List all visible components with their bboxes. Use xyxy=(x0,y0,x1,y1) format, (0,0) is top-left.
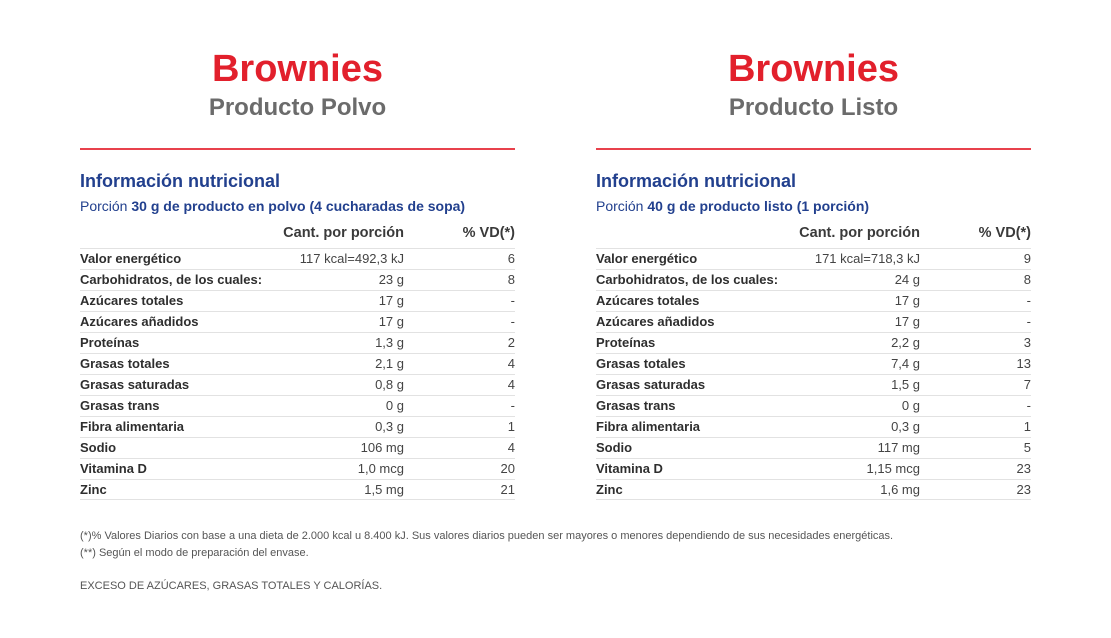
table-row xyxy=(596,374,1031,395)
nutrient-amount: 0,8 g xyxy=(375,377,404,392)
table-row xyxy=(596,311,1031,332)
portion-size: 40 g de producto listo (1 porción) xyxy=(647,198,870,214)
nutrient-vd: 21 xyxy=(500,482,515,497)
nutrition-info-title: Información nutricional xyxy=(80,171,281,191)
nutrient-name: Carbohidratos, de los cuales: xyxy=(80,272,263,287)
column-header-vd: % VD(*) xyxy=(978,225,1031,241)
nutrient-amount: 1,5 g xyxy=(891,377,920,392)
table-row xyxy=(596,353,1031,374)
table-row xyxy=(80,290,515,311)
nutrient-vd: 6 xyxy=(507,251,515,266)
nutrient-vd: - xyxy=(1026,398,1031,413)
nutrient-name: Vitamina D xyxy=(80,461,147,476)
nutrient-vd: 5 xyxy=(1023,440,1031,455)
nutrient-amount: 17 g xyxy=(894,293,920,308)
nutrient-name: Grasas totales xyxy=(596,356,686,371)
nutrient-name: Zinc xyxy=(596,482,623,497)
nutrient-name: Grasas trans xyxy=(80,398,160,413)
nutrient-name: Grasas totales xyxy=(80,356,170,371)
nutrient-name: Proteínas xyxy=(596,335,656,350)
nutrient-name: Fibra alimentaria xyxy=(80,419,185,434)
table-row xyxy=(80,353,515,374)
nutrient-name: Valor energético xyxy=(596,251,698,266)
nutrient-vd: - xyxy=(510,314,515,329)
nutrient-amount: 2,1 g xyxy=(375,356,404,371)
nutrient-vd: - xyxy=(510,293,515,308)
nutrient-name: Sodio xyxy=(80,440,117,455)
nutrient-vd: - xyxy=(1026,314,1031,329)
nutrition-table xyxy=(80,248,515,500)
nutrient-name: Proteínas xyxy=(80,335,140,350)
nutrient-amount: 23 g xyxy=(378,272,404,287)
nutrient-vd: 3 xyxy=(1023,335,1031,350)
table-row xyxy=(596,437,1031,458)
nutrient-name: Grasas saturadas xyxy=(80,377,190,392)
nutrient-amount: 17 g xyxy=(378,314,404,329)
table-row xyxy=(80,269,515,290)
nutrient-vd: 4 xyxy=(507,377,515,392)
nutrient-amount: 0 g xyxy=(385,398,404,413)
nutrient-amount: 171 kcal=718,3 kJ xyxy=(814,251,920,266)
nutrient-vd: 23 xyxy=(1016,461,1031,476)
nutrition-info-title: Información nutricional xyxy=(596,171,797,191)
table-row xyxy=(596,395,1031,416)
nutrient-name: Carbohidratos, de los cuales: xyxy=(596,272,779,287)
portion-size: 30 g de producto en polvo (4 cucharadas de sopa) xyxy=(131,198,466,214)
nutrient-amount: 0,3 g xyxy=(375,419,404,434)
table-row xyxy=(80,311,515,332)
nutrient-amount: 106 mg xyxy=(360,440,404,455)
nutrient-vd: 23 xyxy=(1016,482,1031,497)
column-header-vd: % VD(*) xyxy=(462,225,515,241)
nutrient-vd: - xyxy=(1026,293,1031,308)
nutrient-vd: 2 xyxy=(507,335,515,350)
table-row xyxy=(596,416,1031,437)
nutrient-amount: 2,2 g xyxy=(891,335,920,350)
table-row xyxy=(596,458,1031,479)
nutrient-name: Azúcares añadidos xyxy=(596,314,715,329)
nutrient-name: Valor energético xyxy=(80,251,182,266)
nutrient-amount: 1,6 mg xyxy=(880,482,920,497)
nutrient-amount: 0,3 g xyxy=(891,419,920,434)
nutrient-amount: 17 g xyxy=(894,314,920,329)
table-row xyxy=(596,248,1031,269)
nutrient-name: Azúcares totales xyxy=(80,293,184,308)
table-row xyxy=(80,416,515,437)
table-row xyxy=(80,395,515,416)
product-title: Brownies xyxy=(727,48,900,90)
nutrient-amount: 17 g xyxy=(378,293,404,308)
nutrient-name: Fibra alimentaria xyxy=(596,419,701,434)
table-row xyxy=(80,374,515,395)
nutrient-vd: 7 xyxy=(1023,377,1031,392)
nutrient-vd: 8 xyxy=(507,272,515,287)
nutrient-amount: 117 kcal=492,3 kJ xyxy=(299,251,404,266)
nutrient-name: Grasas trans xyxy=(596,398,676,413)
nutrient-vd: 8 xyxy=(1023,272,1031,287)
table-row xyxy=(596,479,1031,500)
nutrient-amount: 1,5 mg xyxy=(364,482,404,497)
title-divider xyxy=(596,148,1031,150)
nutrient-amount: 1,3 g xyxy=(375,335,404,350)
table-row xyxy=(596,332,1031,353)
nutrient-amount: 117 mg xyxy=(877,440,920,455)
nutrient-name: Grasas saturadas xyxy=(596,377,706,392)
column-header-amount: Cant. por porción xyxy=(799,225,920,241)
portion-description xyxy=(596,197,869,215)
nutrient-name: Sodio xyxy=(596,440,633,455)
table-row xyxy=(80,248,515,269)
nutrient-name: Vitamina D xyxy=(596,461,663,476)
portion-prefix: Porción xyxy=(80,198,132,214)
nutrient-amount: 24 g xyxy=(894,272,920,287)
title-divider xyxy=(80,148,515,150)
excess-warning: EXCESO DE AZÚCARES, GRASAS TOTALES Y CALORÍAS. xyxy=(80,580,383,592)
product-subtitle: Producto Polvo xyxy=(208,94,387,121)
nutrient-amount: 7,4 g xyxy=(891,356,920,371)
footnote-preparation: (**) Según el modo de preparación del envase. xyxy=(80,547,309,559)
nutrient-amount: 1,0 mcg xyxy=(357,461,404,476)
table-row xyxy=(80,458,515,479)
footnote-daily-values: (*)% Valores Diarios con base a una dieta de 2.000 kcal u 8.400 kJ. Sus valores diarios pueden ser mayores o menores dependiendo de sus necesidades energéticas. xyxy=(80,530,894,542)
table-row xyxy=(596,290,1031,311)
nutrient-amount: 1,15 mcg xyxy=(866,461,920,476)
product-subtitle: Producto Listo xyxy=(728,94,899,121)
nutrient-vd: 9 xyxy=(1023,251,1031,266)
nutrient-vd: - xyxy=(510,398,515,413)
table-row xyxy=(80,332,515,353)
nutrient-vd: 13 xyxy=(1016,356,1031,371)
product-title: Brownies xyxy=(211,48,384,90)
nutrient-vd: 20 xyxy=(500,461,515,476)
table-row xyxy=(596,269,1031,290)
nutrient-amount: 0 g xyxy=(901,398,920,413)
column-header-amount: Cant. por porción xyxy=(283,225,404,241)
portion-description xyxy=(80,197,465,215)
nutrient-name: Zinc xyxy=(80,482,107,497)
portion-prefix: Porción xyxy=(596,198,648,214)
nutrient-name: Azúcares totales xyxy=(596,293,700,308)
table-row xyxy=(80,437,515,458)
nutrient-name: Azúcares añadidos xyxy=(80,314,199,329)
nutrient-vd: 1 xyxy=(1023,419,1031,434)
table-row xyxy=(80,479,515,500)
nutrient-vd: 4 xyxy=(507,356,515,371)
nutrient-vd: 4 xyxy=(507,440,515,455)
nutrient-vd: 1 xyxy=(507,419,515,434)
nutrition-table xyxy=(596,248,1031,500)
